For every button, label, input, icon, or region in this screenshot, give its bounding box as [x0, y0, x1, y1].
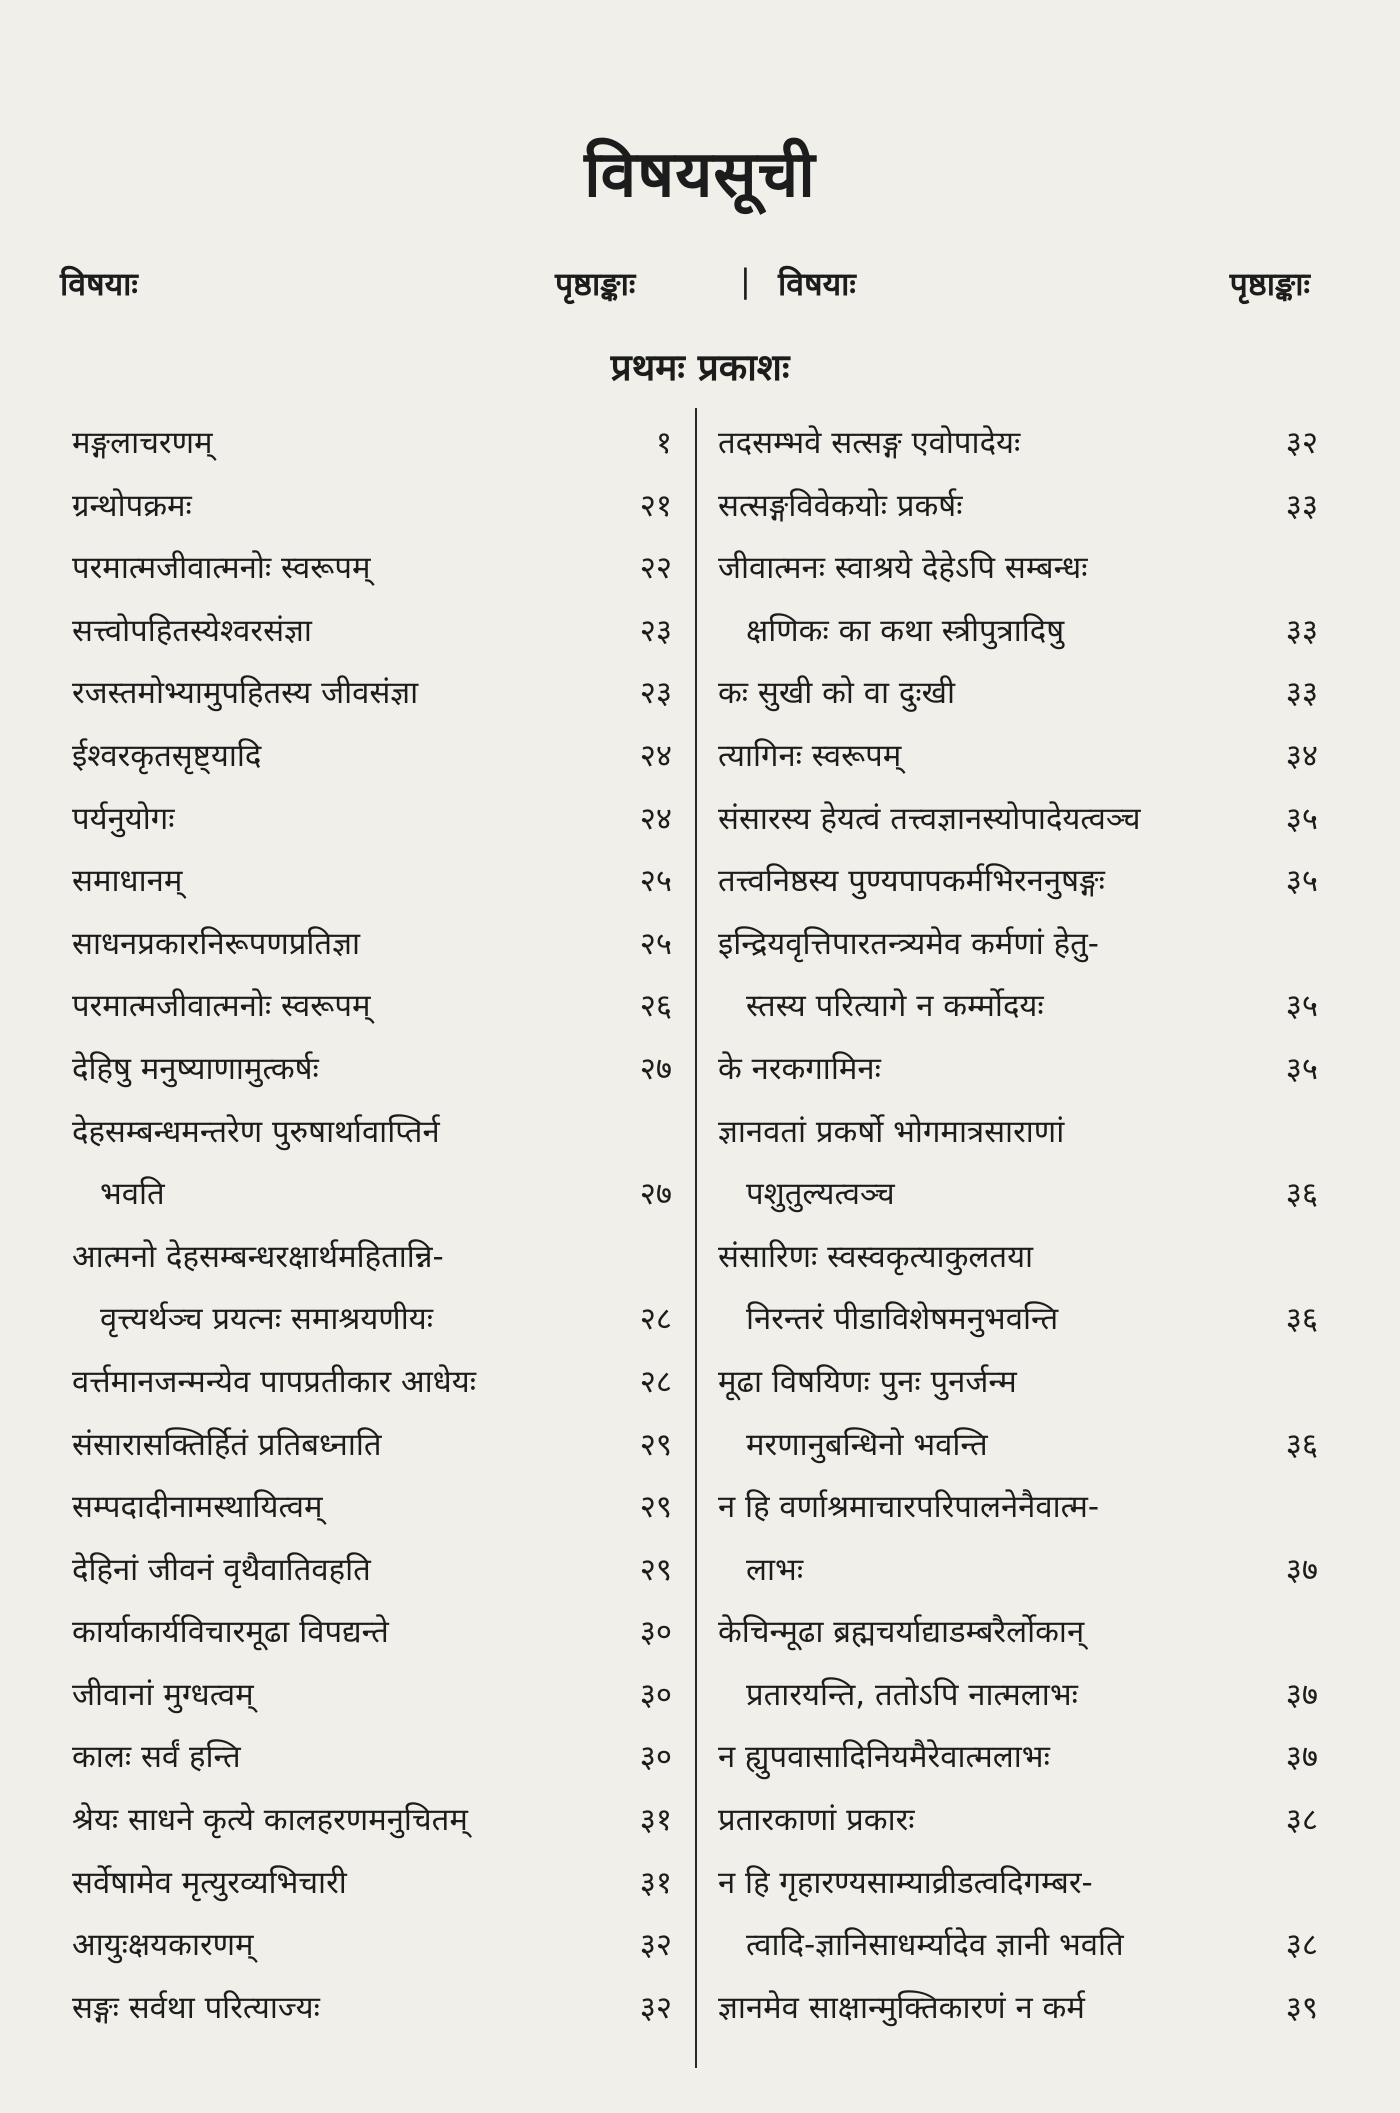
- toc-entry: [718, 1539, 1318, 1602]
- toc-entry-page: ३७: [1285, 1551, 1318, 1588]
- toc-entry-text: ईश्वरकृतसृष्ट्यादि: [72, 737, 262, 774]
- toc-entry: [718, 1163, 1318, 1226]
- toc-entry-page: ३४: [1285, 737, 1318, 774]
- toc-entry-text: न हि वर्णाश्रमाचारपरिपालनेनैवात्म-: [718, 1489, 1100, 1526]
- toc-entry-text: ज्ञानमेव साक्षान्मुक्तिकारणं न कर्म: [718, 1989, 1085, 2026]
- toc-entry: [72, 1038, 672, 1101]
- toc-entry: [718, 1914, 1318, 1977]
- toc-entry-page: ३२: [639, 1989, 672, 2026]
- toc-entry: [72, 975, 672, 1038]
- toc-entry-page: ३७: [1285, 1676, 1318, 1713]
- toc-entry-text: संसारासक्तिर्हितं प्रतिबध्नाति: [72, 1426, 382, 1463]
- toc-entry: [72, 1101, 672, 1164]
- toc-entry-text: मरणानुबन्धिनो भवन्ति: [746, 1426, 988, 1463]
- toc-entry-text: परमात्मजीवात्मनोः स्वरूपम्: [72, 550, 371, 587]
- toc-entry-page: ३९: [1285, 1989, 1318, 2026]
- toc-entry: [718, 1601, 1318, 1664]
- toc-entry-text: रजस्तमोभ्यामुपहितस्य जीवसंज्ञा: [72, 675, 419, 712]
- toc-entry-text: मङ्गलाचरणम्: [72, 425, 213, 461]
- toc-entry: [718, 788, 1318, 851]
- toc-entry-page: २७: [639, 1176, 672, 1213]
- toc-entry-text: पशुतुल्यत्वञ्च: [746, 1176, 895, 1213]
- toc-entry-page: ३३: [1285, 487, 1318, 524]
- toc-column-right: [718, 412, 1318, 2072]
- toc-entry-text: ज्ञानवतां प्रकर्षो भोगमात्रसाराणां: [718, 1113, 1065, 1150]
- toc-entry-page: ३३: [1285, 675, 1318, 712]
- toc-entry-text: क्षणिकः का कथा स्त्रीपुत्रादिषु: [746, 612, 1065, 649]
- toc-entry-text: जीवात्मनः स्वाश्रये देहेऽपि सम्बन्धः: [718, 550, 1088, 587]
- toc-entry-text: मूढा विषयिणः पुनः पुनर्जन्म: [718, 1363, 1017, 1400]
- toc-entry: [718, 1038, 1318, 1101]
- toc-entry-text: देहिनां जीवनं वृथैवातिवहति: [72, 1551, 371, 1588]
- toc-entry-text: वृत्त्यर्थञ्च प्रयत्नः समाश्रयणीयः: [100, 1301, 433, 1338]
- toc-entry-page: ३८: [1285, 1802, 1318, 1839]
- toc-entry: [72, 725, 672, 788]
- toc-entry: [718, 1476, 1318, 1539]
- toc-entry-text: त्वादि-ज्ञानिसाधर्म्यादेव ज्ञानी भवति: [746, 1927, 1124, 1964]
- toc-entry: [72, 1601, 672, 1664]
- toc-entry-text: सत्सङ्गविवेकयोः प्रकर्षः: [718, 487, 963, 524]
- toc-entry-text: स्तस्य परित्यागे न कर्म्मोदयः: [746, 988, 1044, 1025]
- toc-entry: [72, 412, 672, 475]
- toc-entry: [718, 1226, 1318, 1289]
- toc-entry-page: २४: [639, 800, 672, 837]
- toc-entry-page: २५: [639, 925, 672, 962]
- toc-entry-page: ३०: [639, 1739, 672, 1776]
- toc-entry: [718, 1726, 1318, 1789]
- toc-entry-text: तत्त्वनिष्ठस्य पुण्यपापकर्मभिरननुषङ्गः: [718, 863, 1105, 900]
- toc-entry-text: सम्पदादीनामस्थायित्वम्: [72, 1489, 323, 1526]
- toc-entry: [72, 1914, 672, 1977]
- toc-entry-page: ३५: [1285, 863, 1318, 900]
- column-header: [60, 262, 1310, 312]
- toc-entry: [72, 1414, 672, 1477]
- toc-entry-text: इन्द्रियवृत्तिपारतन्त्र्यमेव कर्मणां हेतु-: [718, 925, 1099, 962]
- toc-entry-page: २८: [639, 1363, 672, 1400]
- toc-entry-page: ३३: [1285, 612, 1318, 649]
- toc-entry: [718, 537, 1318, 600]
- toc-entry: [72, 1726, 672, 1789]
- toc-entry: [72, 1789, 672, 1852]
- toc-entry-text: कालः सर्वं हन्ति: [72, 1739, 241, 1776]
- toc-entry-page: ३२: [1285, 425, 1318, 461]
- toc-entry-text: जीवानां मुग्धत्वम्: [72, 1676, 254, 1713]
- toc-entry: [718, 600, 1318, 663]
- toc-entry-text: संसारस्य हेयत्वं तत्त्वज्ञानस्योपादेयत्वञ्च: [718, 800, 1141, 837]
- toc-entry-text: साधनप्रकारनिरूपणप्रतिज्ञा: [72, 925, 360, 962]
- toc-entry: [718, 1288, 1318, 1351]
- toc-column-left: [72, 412, 672, 2072]
- toc-entry-page: ३१: [639, 1802, 672, 1839]
- toc-entry: [718, 850, 1318, 913]
- toc-entry-text: न ह्युपवासादिनियमैरेवात्मलाभः: [718, 1739, 1050, 1776]
- toc-entry-page: २८: [639, 1301, 672, 1338]
- toc-entry-text: देहिषु मनुष्याणामुत्कर्षः: [72, 1050, 319, 1087]
- toc-entry-text: श्रेयः साधने कृत्ये कालहरणमनुचितम्: [72, 1802, 468, 1839]
- toc-entry-text: भवति: [100, 1176, 165, 1213]
- toc-entry: [72, 1664, 672, 1727]
- toc-entry-page: ३०: [639, 1676, 672, 1713]
- toc-entry: [72, 1476, 672, 1539]
- toc-entry: [718, 725, 1318, 788]
- toc-entry-text: तदसम्भवे सत्सङ्ग एवोपादेयः: [718, 425, 1021, 461]
- toc-entry-page: ३२: [639, 1927, 672, 1964]
- toc-entry: [72, 475, 672, 538]
- toc-entry: [718, 1351, 1318, 1414]
- toc-entry-text: संसारिणः स्वस्वकृत्याकुलतया: [718, 1238, 1034, 1275]
- toc-entry: [718, 975, 1318, 1038]
- toc-entry: [72, 1226, 672, 1289]
- toc-entry-text: केचिन्मूढा ब्रह्मचर्याद्याडम्बरैर्लोकान्: [718, 1614, 1085, 1651]
- toc-entry-text: आयुःक्षयकारणम्: [72, 1927, 254, 1964]
- toc-entry-text: न हि गृहारण्यसाम्याव्रीडत्वदिगम्बर-: [718, 1864, 1093, 1901]
- toc-entry-page: २३: [639, 675, 672, 712]
- toc-entry-text: परमात्मजीवात्मनोः स्वरूपम्: [72, 988, 371, 1025]
- toc-entry-page: ३०: [639, 1614, 672, 1651]
- toc-entry: [72, 600, 672, 663]
- toc-entry: [718, 475, 1318, 538]
- toc-entry-page: ३७: [1285, 1739, 1318, 1776]
- toc-entry-page: ३५: [1285, 1050, 1318, 1087]
- toc-entry-page: १: [655, 425, 672, 461]
- toc-entry-page: २९: [639, 1426, 672, 1463]
- toc-entry-page: ३६: [1285, 1426, 1318, 1463]
- toc-entry: [718, 1101, 1318, 1164]
- toc-entry: [72, 662, 672, 725]
- header-separator: |: [740, 262, 751, 300]
- toc-entry-text: के नरकगामिनः: [718, 1050, 881, 1087]
- toc-entry-text: सत्त्वोपहितस्येश्वरसंज्ञा: [72, 612, 312, 649]
- toc-entry-page: ३६: [1285, 1176, 1318, 1213]
- toc-entry: [72, 1977, 672, 2040]
- subject-label-left: विषयाः: [60, 265, 138, 303]
- toc-entry-page: ३५: [1285, 988, 1318, 1025]
- toc-entry-text: सर्वेषामेव मृत्युरव्यभिचारी: [72, 1864, 347, 1901]
- toc-entry-text: निरन्तरं पीडाविशेषमनुभवन्ति: [746, 1301, 1059, 1338]
- toc-entry: [72, 1539, 672, 1602]
- toc-entry-page: २४: [639, 737, 672, 774]
- toc-entry: [72, 1351, 672, 1414]
- toc-entry-text: त्यागिनः स्वरूपम्: [718, 737, 902, 774]
- toc-entry-text: देहसम्बन्धमन्तरेण पुरुषार्थावाप्तिर्न: [72, 1113, 440, 1150]
- toc-entry: [72, 913, 672, 976]
- toc-entry-text: समाधानम्: [72, 863, 183, 900]
- toc-entry-page: २९: [639, 1551, 672, 1588]
- section-title: प्रथमः प्रकाशः: [610, 346, 790, 389]
- toc-entry: [72, 1163, 672, 1226]
- column-divider: [695, 408, 697, 2068]
- toc-entry: [718, 913, 1318, 976]
- toc-entry: [718, 1789, 1318, 1852]
- toc-entry: [718, 1852, 1318, 1915]
- toc-entry-text: पर्यनुयोगः: [72, 800, 175, 837]
- toc-entry-text: आत्मनो देहसम्बन्धरक्षार्थमहितान्नि-: [72, 1238, 444, 1275]
- toc-entry-text: प्रतारयन्ति, ततोऽपि नात्मलाभः: [746, 1676, 1078, 1713]
- toc-entry: [718, 662, 1318, 725]
- toc-entry: [718, 1664, 1318, 1727]
- page-label-right: पृष्ठाङ्काः: [1229, 265, 1310, 303]
- toc-entry-page: २७: [639, 1050, 672, 1087]
- toc-entry: [72, 1852, 672, 1915]
- toc-entry-text: प्रतारकाणां प्रकारः: [718, 1802, 915, 1839]
- toc-entry-page: २५: [639, 863, 672, 900]
- toc-entry-page: ३५: [1285, 800, 1318, 837]
- toc-entry-text: कार्याकार्यविचारमूढा विपद्यन्ते: [72, 1614, 389, 1651]
- toc-entry-text: सङ्गः सर्वथा परित्याज्यः: [72, 1989, 320, 2026]
- subject-label-right: विषयाः: [778, 265, 856, 303]
- toc-entry: [718, 412, 1318, 475]
- toc-entry-page: २१: [639, 487, 672, 524]
- toc-entry-page: ३१: [639, 1864, 672, 1901]
- page-label-left: पृष्ठाङ्काः: [555, 265, 636, 303]
- toc-entry-page: २३: [639, 612, 672, 649]
- toc-entry-page: २९: [639, 1489, 672, 1526]
- page-title: विषयसूची: [584, 138, 816, 212]
- toc-entry: [718, 1977, 1318, 2040]
- toc-entry-page: ३६: [1285, 1301, 1318, 1338]
- toc-entry: [72, 1288, 672, 1351]
- toc-entry: [72, 850, 672, 913]
- toc-entry-page: २६: [639, 988, 672, 1025]
- toc-entry-page: २२: [639, 550, 672, 587]
- toc-entry-page: ३८: [1285, 1927, 1318, 1964]
- toc-entry-text: ग्रन्थोपक्रमः: [72, 487, 192, 524]
- toc-entry-text: लाभः: [746, 1551, 804, 1588]
- toc-entry: [72, 788, 672, 851]
- toc-entry: [718, 1414, 1318, 1477]
- toc-entry-text: कः सुखी को वा दुःखी: [718, 675, 956, 712]
- toc-entry: [72, 537, 672, 600]
- toc-entry-text: वर्त्तमानजन्मन्येव पापप्रतीकार आधेयः: [72, 1363, 476, 1400]
